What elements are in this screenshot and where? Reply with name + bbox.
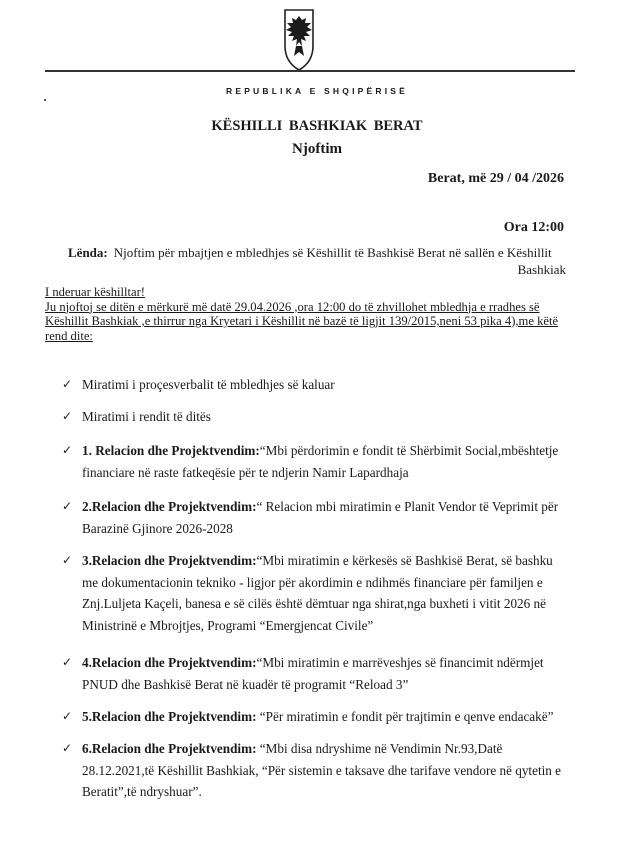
council-heading: KËSHILLI BASHKIAK BERAT [211, 118, 423, 134]
agenda-item: ✓ 4.Relacion dhe Projektvendim:“Mbi miratimin e marrëveshjes së financimit ndërmjet PNUD dhe Bashkisë Berat në kuadër të programit “Reload 3” [62, 652, 572, 695]
subject-label: Lënda: [68, 245, 108, 260]
margin-dot [44, 99, 46, 101]
agenda-item: ✓ 6.Relacion dhe Projektvendim: “Mbi disa ndryshime në Vendimin Nr.93,Datë 28.12.2021,të Këshillit Bashkiak, “Për sistemin e taksave dhe tarifave vendore në qytetin e Beratit”,të ndryshuar”. [62, 738, 572, 803]
intro-body: Ju njoftoj se ditën e mërkurë më datë 29.04.2026 ,ora 12:00 do të zhvillohet mbledhja e rradhes së Këshillit Bashkiak ,e thirrur nga Kryetari i Këshillit në bazë të ligjit 139/2015,neni 53 pika 4),me këtë rend dite: [45, 299, 559, 343]
check-icon: ✓ [62, 377, 73, 391]
document-title: Njoftim [292, 141, 342, 157]
agenda-item: ✓ Miratimi i proçesverbalit të mbledhjes së kaluar [62, 374, 572, 396]
subject-text: Njoftim për mbajtjen e mbledhjes së Këshillit të Bashkisë Berat në sallën e Këshillit [113, 245, 552, 260]
document-date: Berat, më 29 / 04 /2026 [427, 171, 564, 186]
agenda-item: ✓ 3.Relacion dhe Projektvendim:“Mbi miratimin e kërkesës së Bashkisë Berat, së bashku me dokumentacionin tekniko - ligjor për akordimin e ndihmës financiare për familjen e Znj.Luljeta Kaçeli, banesa e së cilës është dëmtuar nga shirat,nga buxheti i vitit 2026 në Ministrinë e Mbrojtjes, Programi “Emergjencat Civile” [62, 550, 572, 636]
agenda-item: ✓ 1. Relacion dhe Projektvendim:“Mbi përdorimin e fondit të Shërbimit Social,mbështetje financiare në raste fatkeqësie për te ndjerin Namir Lapardhaja [62, 440, 572, 483]
subject-text-end: Bashkiak [517, 262, 566, 277]
meeting-time: Ora 12:00 [503, 220, 564, 235]
check-icon: ✓ [62, 409, 73, 423]
agenda-item: ✓ 2.Relacion dhe Projektvendim:“ Relacion mbi miratimin e Planit Vendor të Veprimit për Barazinë Gjinore 2026-2028 [62, 496, 572, 539]
subject-block [68, 244, 566, 278]
republic-heading: REPUBLIKA E SHQIPËRISË [225, 86, 409, 96]
albanian-eagle-icon [274, 6, 324, 76]
check-icon: ✓ [62, 553, 73, 567]
check-icon: ✓ [62, 709, 73, 723]
check-icon: ✓ [62, 741, 73, 755]
greeting: I nderuar këshilltar! [45, 285, 146, 299]
agenda-item: ✓ 5.Relacion dhe Projektvendim: “Për miratimin e fondit për trajtimin e qenve endacakë” [62, 706, 572, 728]
check-icon: ✓ [62, 655, 73, 669]
check-icon: ✓ [62, 499, 73, 513]
agenda-item: ✓ Miratimi i rendit të ditës [62, 406, 572, 428]
intro-paragraph [45, 285, 571, 343]
check-icon: ✓ [62, 443, 73, 457]
header-rule [45, 70, 575, 72]
